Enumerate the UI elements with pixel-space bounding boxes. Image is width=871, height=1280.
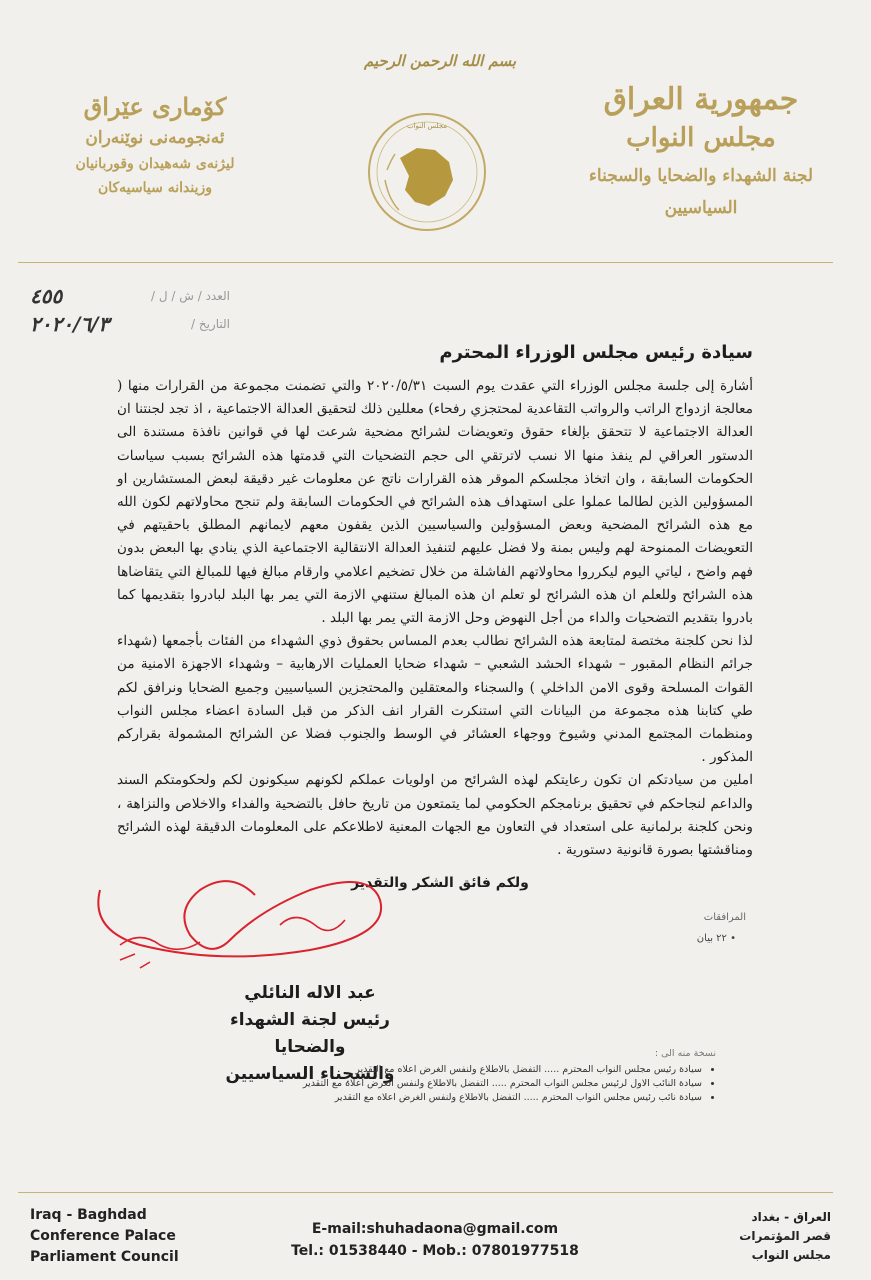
copy-item: • سيادة رئيس مجلس النواب المحترم ..... التفضل بالاطلاع ولنفس الغرض اعلاه مع التقدير — [196, 1063, 702, 1077]
footer-address-english — [30, 1205, 250, 1268]
header-country: جمهورية العراق — [603, 82, 799, 117]
header-arabic — [561, 80, 841, 220]
ref-number-label: العدد / ش / ل / — [151, 289, 230, 303]
copy-item: • سيادة نائب رئيس مجلس النواب المحترم ..... التفضل بالاطلاع ولنفس الغرض اعلاه مع التقدير — [196, 1091, 702, 1105]
copies-block — [196, 1048, 716, 1105]
header-kurdish — [30, 90, 280, 200]
footer-email: E-mail:shuhadaona@gmail.com — [311, 1221, 559, 1237]
footer-building-ar: قصر المؤتمرات — [739, 1229, 831, 1243]
header-committee: لجنة الشهداء والضحايا والسجناء — [588, 166, 814, 186]
footer-city-ar: العراق - بغداد — [751, 1210, 831, 1224]
signer-title-cont: والسجناء السياسيين — [225, 1064, 395, 1084]
closing-line: ولكم فائق الشكر والتقدير — [351, 875, 529, 891]
copy-item: • سيادة النائب الاول لرئيس مجلس النواب المحترم ..... التفضل بالاطلاع ولنفس الغرض اعلاه مع التقدير — [196, 1077, 702, 1091]
paragraph-2: لذا نحن كلجنة مختصة لمتابعة هذه الشرائح نطالب بعدم المساس بحقوق ذوي الشهداء من الفئات بأجمعها (شهداء جرائم النظام المقبور – شهداء الحشد الشعبي – شهداء ضحايا العمليات الارهابية – وشهداء الاجهزة الامنية من القوات المسلحة وقوى الامن الداخلي ) والسجناء والمعتقلين والمحتجزين السياسيين وجميع الضحايا ونرافق لكم طي كتابنا هذه مجموعة من البيانات التي استنكرت القرار انف الذكر من قبل السادة اعضاء مجلس النواب ومنظمات المجتمع المدني وشيوخ ووجهاء العشائر في الوسط والجنوب فضلا عن الشرائح المشمولة بقراركم المذكور . — [117, 633, 753, 766]
attachments-label: المرافقات — [703, 912, 746, 923]
footer-contact — [290, 1218, 580, 1262]
copies-label: نسخة منه الى : — [654, 1048, 716, 1059]
handwritten-signature — [80, 850, 400, 980]
header-committee-cont: السياسيين — [664, 198, 738, 218]
ref-date-value: ٢٠٢٠/٦/٣ — [30, 312, 110, 336]
signer-name: عبد الاله النائلي — [244, 983, 376, 1003]
paragraph-3: املين من سيادتكم ان تكون رعايتكم لهذه الشرائح من اولويات عملكم لكونهم سيكونون لكم ولحكومتكم السند والداعم لنجاحكم في تحقيق برنامجكم الحكومي لما يتمتعون من تاريخ حافل بالتضحية والفداء والاخلاص والنزاهة ، ونحن كلجنة برلمانية على استعداد في التعاون مع الجهات المعنية لاطلاعكم على المعلومات الدقيقة لهذه الشرائح ومناقشتها بصورة قانونية دستورية . — [117, 772, 753, 859]
footer-institution-ar: مجلس النواب — [751, 1248, 831, 1262]
footer-institution-en: Parliament Council — [30, 1249, 179, 1265]
addressee: سيادة رئيس مجلس الوزراء المحترم — [439, 342, 753, 363]
paragraph-1: أشارة إلى جلسة مجلس الوزراء التي عقدت يوم السبت ٢٠٢٠/٥/٣١ والتي تضمنت مجموعة من القرارات منها ( معالجة ازدواج الراتب والرواتب التقاعدية لمحتجزي رفحاء) معللين ذلك لتحقيق العدالة الاجتماعية ، اذ تجد لجنتنا ان العدالة الاجتماعية لا تتحقق بإلغاء حقوق وتعويضات لشرائح مضحية شرعت لها في قوانين نافذة مستندة الى الدستور العراقي لم ينفذ منها الا نسب لاترتقي الى حجم التضحيات التي قدمتها هذه الشرائح بسبب سياسات الحكومات السابقة ، وان اتخاذ مجلسكم الموقر هذه القرارات ناتج عن معلومات غير دقيقة لبعض المستشارين او المسؤولين الذين لطالما عملوا على استهداف هذه الشرائح في الحكومات السابقة ولم تنجح محاولاتهم لكون الله مع هذه الشرائح المضحية وبعض المسؤولين والسياسيين الذين يقفون معهم لايمانهم المطلق باحقيتهم في التعويضات الممنوحة لهم وليس بمنة ولا فضل عليهم لتنفيذ العدالة الانتقالية الاجتماعية الذي ينادي بها البعض بدون فهم واضح ، لياتي اليوم ليكرروا محاولاتهم الفاشلة من خلال تضخيم اعلامي وارقام مبالغ فيها للمبالغ التي يتقاضاها هذه الشرائح وللعلم ان هذه الشرائح لو تعلم ان هذه المبالغ ستنهي الازمة التي يمر بها البلد لبادروا بتقديمها كما بادروا بتقديم التضحيات والداء من أجل النهوض وحل الازمة التي يمر بها البلد . — [117, 378, 753, 627]
footer-address-arabic — [691, 1208, 831, 1265]
reference-block — [30, 282, 230, 338]
header-kurdish-council: ئەنجومەنی نوێنەران — [85, 128, 225, 148]
ref-number-value: ٤٥٥ — [30, 284, 63, 308]
header-kurdish-committee-cont: وزیندانە سیاسیەکان — [97, 180, 213, 196]
letter-body — [117, 375, 753, 862]
header-kurdish-committee: لیژنەی شەهیدان وقوربانیان — [75, 156, 235, 172]
seal-text: مجلس النواب — [406, 122, 448, 130]
ref-date-label: التاريخ / — [190, 317, 230, 331]
signer-title: رئيس لجنة الشهداء والضحايا — [230, 1010, 390, 1057]
footer-building-en: Conference Palace — [30, 1228, 176, 1244]
attachment-item-text: ٢٢ بيان — [696, 933, 727, 944]
footer-phone: Tel.: 01538440 - Mob.: 07801977518 — [291, 1243, 579, 1259]
header-council: مجلس النواب — [626, 123, 776, 153]
attachment-item: • ٢٢ بيان — [696, 933, 736, 944]
basmala: بسم الله الرحمن الرحيم — [363, 52, 517, 70]
header-kurdish-country: كۆماری عێراق — [83, 92, 227, 121]
header-divider — [18, 262, 833, 263]
footer-city-en: Iraq - Baghdad — [30, 1207, 147, 1223]
footer-divider — [18, 1192, 833, 1193]
parliament-seal-icon — [365, 110, 490, 235]
